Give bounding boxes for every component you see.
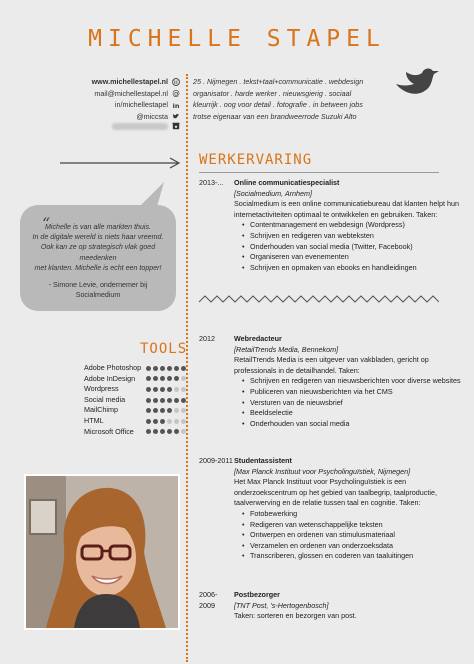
tool-name: HTML xyxy=(84,415,104,425)
task-item: • Organiseren van evenementen xyxy=(242,252,469,263)
tool-row xyxy=(84,427,186,438)
rating-dot xyxy=(181,429,186,434)
job-entry xyxy=(199,334,469,429)
tools-list xyxy=(84,363,186,437)
rating-dot xyxy=(153,408,158,413)
rating-dot xyxy=(167,398,172,403)
job-description: Het Max Planck Instituut voor Psycholinguïstiek is een onderzoekscentrum op het gebied van taalbegrip, taalproductie, taalverwerving en de relatie tussen taal en cognitie. Taken: xyxy=(234,477,437,508)
rating-dot xyxy=(181,387,186,392)
twitter-handle[interactable]: @miccsta xyxy=(136,111,168,121)
task-item: • Beeldselectie xyxy=(242,408,469,419)
job-entry xyxy=(199,456,469,562)
skill-rating xyxy=(146,419,186,424)
arrow-decoration xyxy=(58,156,186,170)
svg-text:in: in xyxy=(172,101,180,109)
job-role: Online communicatiespecialist xyxy=(234,178,340,187)
at-icon xyxy=(172,89,180,97)
wordpress-icon xyxy=(172,78,180,86)
rating-dot xyxy=(174,387,179,392)
rating-dot xyxy=(167,387,172,392)
tool-row xyxy=(84,395,186,406)
rating-dot xyxy=(146,419,151,424)
task-item: • Fotobewerking xyxy=(242,509,469,520)
rating-dot xyxy=(174,408,179,413)
linkedin-link[interactable]: in/michellestapel xyxy=(114,100,168,109)
job-role: Webredacteur xyxy=(234,334,282,343)
task-list xyxy=(234,509,469,562)
rating-dot xyxy=(181,398,186,403)
tool-name: MailChimp xyxy=(84,405,118,415)
skill-rating xyxy=(146,387,186,392)
bubble-tail xyxy=(134,180,174,210)
tool-name: Social media xyxy=(84,394,126,404)
task-item: • Verzamelen en ordenen van onderzoeksdata xyxy=(242,541,469,552)
svg-text:@: @ xyxy=(172,89,180,98)
rating-dot xyxy=(167,419,172,424)
section-rule xyxy=(199,172,439,173)
rating-dot xyxy=(146,429,151,434)
portrait-image xyxy=(26,476,178,628)
task-item: • Contentmanagement en webdesign (Wordpress) xyxy=(242,220,469,231)
tool-row xyxy=(84,363,186,374)
job-company: [TNT Post, 's-Hertogenbosch] xyxy=(234,600,329,610)
rating-dot xyxy=(181,408,186,413)
skill-rating xyxy=(146,376,186,381)
rating-dot xyxy=(146,366,151,371)
job-role: Postbezorger xyxy=(234,590,280,599)
experience-title: WERKERVARING xyxy=(199,152,313,168)
job-entry xyxy=(199,178,469,273)
job-company: [Socialmedium, Arnhem] xyxy=(234,188,313,198)
task-item: • Onderhouden van social media (Twitter, Facebook) xyxy=(242,242,469,253)
rating-dot xyxy=(160,398,165,403)
task-item: • Schrijven en redigeren van webteksten xyxy=(242,231,469,242)
testimonial-quote: Michelle is van alle markten thuis. In de digitale wereld is niets haar vreemd. Ook kan ze op strategisch vlak goed meedenken met klanten. Michelle is echt een topper! xyxy=(32,223,164,272)
rating-dot xyxy=(153,429,158,434)
rating-dot xyxy=(153,398,158,403)
bird-icon xyxy=(392,62,440,102)
task-item: • Onderhouden van social media xyxy=(242,419,469,430)
skill-rating xyxy=(146,429,186,434)
rating-dot xyxy=(167,408,172,413)
rating-dot xyxy=(181,366,186,371)
rating-dot xyxy=(160,376,165,381)
tool-name: Adobe Photoshop xyxy=(84,363,142,372)
rating-dot xyxy=(181,419,186,424)
timeline-line xyxy=(186,74,188,662)
task-item: • Transcriberen, glossen en coderen van taaluitingen xyxy=(242,551,469,562)
page-title: MICHELLE STAPEL xyxy=(88,26,386,52)
job-company: [Max Planck Instituut voor Psycholinguïstiek, Nijmegen] xyxy=(234,466,411,476)
rating-dot xyxy=(174,398,179,403)
quote-author: - Simone Levie, ondernemer bij Socialmedium xyxy=(48,281,148,300)
tool-row xyxy=(84,384,186,395)
job-period: 2013-... xyxy=(199,178,224,187)
job-period: 2012 xyxy=(199,334,215,343)
rating-dot xyxy=(181,376,186,381)
rating-dot xyxy=(160,419,165,424)
rating-dot xyxy=(146,387,151,392)
rating-dot xyxy=(174,366,179,371)
rating-dot xyxy=(153,376,158,381)
tool-name: Microsoft Office xyxy=(84,426,134,436)
rating-dot xyxy=(146,408,151,413)
task-item: • Publiceren van nieuwsberichten via het CMS xyxy=(242,387,469,398)
profile-photo xyxy=(24,474,180,630)
job-description: Taken: sorteren en bezorgen van post. xyxy=(234,611,357,621)
email-link[interactable]: mail@michellestapel.nl xyxy=(94,88,168,98)
rating-dot xyxy=(167,366,172,371)
task-item: • Redigeren van wetenschappelijke teksten xyxy=(242,520,469,531)
twitter-icon xyxy=(172,112,180,120)
rating-dot xyxy=(167,429,172,434)
quote-mark-icon: “ xyxy=(42,214,51,233)
job-role: Studentassistent xyxy=(234,456,292,465)
task-item: • Schrijven en redigeren van nieuwsberichten voor diverse websites xyxy=(242,376,469,387)
skill-rating xyxy=(146,366,186,371)
skill-rating xyxy=(146,398,186,403)
phone-number-blurred xyxy=(112,123,168,130)
task-list xyxy=(234,220,469,273)
job-company: [RetailTrends Media, Bennekom] xyxy=(234,344,339,354)
job-description: Socialmedium is een online communicatiebureau dat klanten helpt hun internetactiviteiten optimaal te ontwikkelen en gebruiken. Taken: xyxy=(234,199,459,219)
job-description: RetailTrends Media is een uitgever van vakbladen, gericht op professionals in de detailhandel. Taken: xyxy=(234,355,429,375)
svg-text:W: W xyxy=(173,80,179,86)
job-entry xyxy=(199,590,469,622)
zigzag-divider xyxy=(199,294,439,304)
tool-row xyxy=(84,405,186,416)
phone-icon xyxy=(172,122,180,130)
rating-dot xyxy=(160,429,165,434)
website-link[interactable]: www.michellestapel.nl xyxy=(91,77,168,86)
rating-dot xyxy=(153,366,158,371)
rating-dot xyxy=(146,376,151,381)
tool-row xyxy=(84,416,186,427)
task-item: • Ontwerpen en ordenen van stimulusmateriaal xyxy=(242,530,469,541)
task-list xyxy=(234,376,469,429)
rating-dot xyxy=(146,398,151,403)
tools-title: TOOLS xyxy=(140,341,188,357)
rating-dot xyxy=(160,408,165,413)
task-item: • Versturen van de nieuwsbrief xyxy=(242,398,469,409)
tool-row xyxy=(84,374,186,385)
rating-dot xyxy=(174,429,179,434)
personal-tagline: 25 . Nijmegen . tekst+taal+communicatie . webdesign organisator . harde werker . nieuwsgierig . sociaal kleurrijk . oog voor detail . fotografie . in between jobs trotse eigenaar van een brandweerrode Suzuki Alto xyxy=(193,77,364,121)
skill-rating xyxy=(146,408,186,413)
rating-dot xyxy=(174,419,179,424)
rating-dot xyxy=(160,366,165,371)
rating-dot xyxy=(153,419,158,424)
tool-name: Adobe InDesign xyxy=(84,373,136,383)
rating-dot xyxy=(160,387,165,392)
linkedin-icon xyxy=(172,101,180,109)
job-period: 2006-2009 xyxy=(199,590,218,610)
task-item: • Schrijven en opmaken van ebooks en handleidingen xyxy=(242,263,469,274)
rating-dot xyxy=(167,376,172,381)
job-period: 2009-2011 xyxy=(199,456,233,465)
tool-name: Wordpress xyxy=(84,384,119,394)
rating-dot xyxy=(174,376,179,381)
rating-dot xyxy=(153,387,158,392)
contact-block xyxy=(60,76,180,130)
